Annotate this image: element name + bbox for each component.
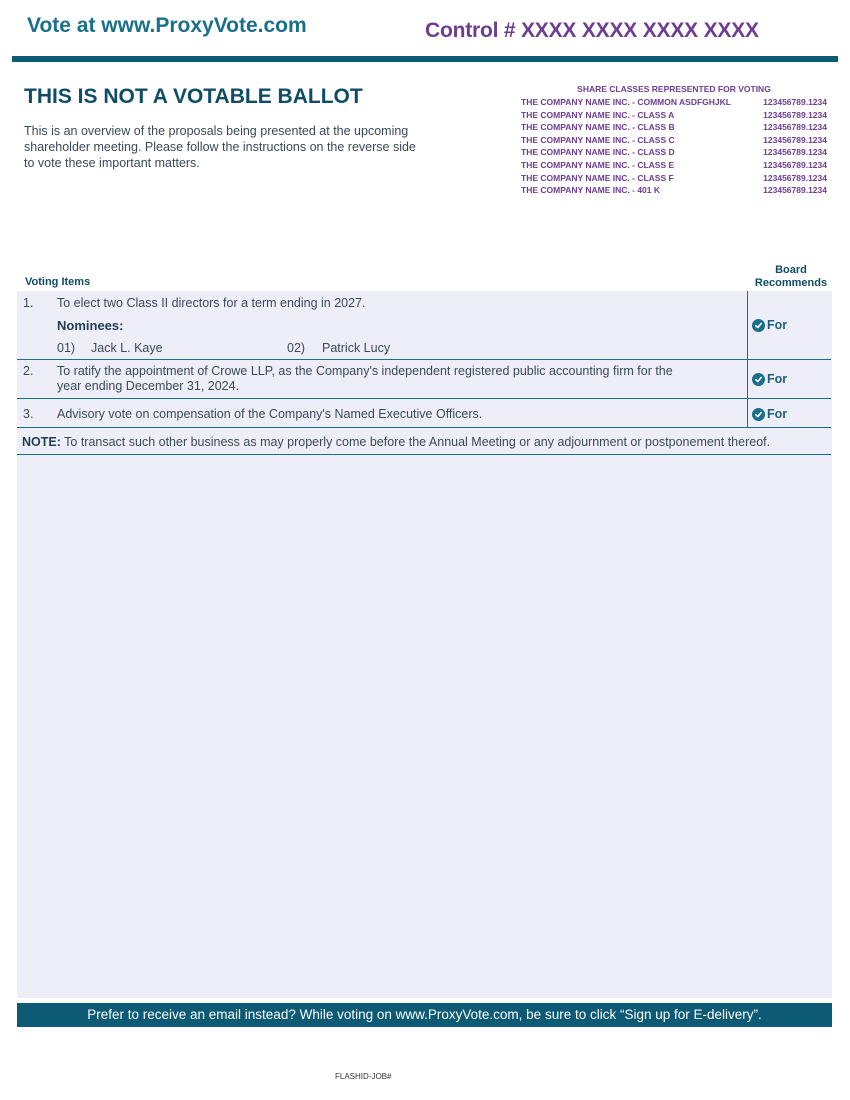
check-circle-icon [752, 373, 765, 386]
share-class-row [521, 121, 827, 134]
share-class-value: 123456789.1234 [763, 172, 827, 183]
share-class-row [521, 109, 827, 122]
share-class-value: 123456789.1234 [763, 97, 827, 107]
item-number: 2. [23, 364, 34, 378]
share-class-value: 123456789.1234 [763, 134, 827, 145]
voting-items-header: Voting Items [25, 276, 91, 288]
share-class-name: THE COMPANY NAME INC. - CLASS F [521, 172, 674, 183]
column-divider [747, 360, 748, 399]
page-title: THIS IS NOT A VOTABLE BALLOT [24, 85, 363, 108]
share-class-name: THE COMPANY NAME INC. - CLASS B [521, 122, 675, 133]
share-class-value: 123456789.1234 [763, 122, 827, 133]
share-class-name: THE COMPANY NAME INC. - 401 K [521, 185, 661, 196]
nominee-name: Patrick Lucy [322, 341, 391, 355]
job-id: FLASHID-JOB# [335, 1072, 392, 1081]
share-class-name: THE COMPANY NAME INC. - CLASS A [521, 109, 675, 120]
e-delivery-banner: Prefer to receive an email instead? While voting on www.ProxyVote.com, be sure to click “Sign up for E-delivery”. [17, 1003, 832, 1027]
vote-url-link[interactable]: Vote at www.ProxyVote.com [27, 14, 307, 37]
share-class-name: THE COMPANY NAME INC. - COMMON ASDFGHJKL [521, 97, 731, 107]
item-text: Advisory vote on compensation of the Company's Named Executive Officers. [57, 407, 483, 421]
item-text: To elect two Class II directors for a term ending in 2027. [57, 296, 366, 310]
share-classes-box [521, 84, 827, 197]
note-label: NOTE: [22, 435, 61, 449]
item-text-line1: To ratify the appointment of Crowe LLP, as the Company's independent registered public accounting firm for the [57, 364, 673, 378]
recommendation-label: For [767, 318, 788, 332]
column-divider [747, 291, 748, 360]
share-class-row [521, 159, 827, 172]
nominees-label: Nominees: [57, 318, 124, 333]
overview-text: This is an overview of the proposals being presented at the upcoming shareholder meeting. Please follow the instructions on the reverse side to vote these important matters. [24, 124, 416, 170]
share-class-row [521, 146, 827, 159]
recommendation [752, 407, 787, 421]
share-class-name: THE COMPANY NAME INC. - CLASS D [521, 147, 675, 158]
share-class-value: 123456789.1234 [763, 185, 827, 196]
board-recommends-header [748, 264, 834, 290]
check-circle-icon [752, 408, 765, 421]
share-class-row [521, 96, 827, 109]
note-body: To transact such other business as may properly come before the Annual Meeting or any adjournment or postponement thereof. [60, 435, 771, 449]
item-number: 1. [23, 296, 34, 310]
board-header-line1: Board [775, 264, 807, 276]
share-class-row [521, 184, 827, 197]
board-header-line2: Recommends [754, 277, 828, 289]
control-number: Control # XXXX XXXX XXXX XXXX [425, 19, 759, 42]
item-text-line2: year ending December 31, 2024. [57, 379, 240, 393]
note-text [22, 435, 770, 449]
share-class-row [521, 172, 827, 185]
share-classes-title: SHARE CLASSES REPRESENTED FOR VOTING [577, 84, 771, 94]
share-class-value: 123456789.1234 [763, 159, 827, 170]
recommendation-label: For [767, 407, 788, 421]
nominee-name: Jack L. Kaye [91, 341, 163, 355]
share-class-value: 123456789.1234 [763, 109, 827, 120]
check-circle-icon [752, 319, 765, 332]
share-class-value: 123456789.1234 [763, 147, 827, 158]
share-class-name: THE COMPANY NAME INC. - CLASS C [521, 134, 675, 145]
item-number: 3. [23, 407, 34, 421]
recommendation [752, 318, 787, 332]
recommendation-label: For [767, 372, 788, 386]
header-divider [12, 56, 838, 62]
recommendation [752, 372, 787, 386]
nominee-number: 01) [57, 341, 76, 355]
share-class-row [521, 134, 827, 147]
share-class-name: THE COMPANY NAME INC. - CLASS E [521, 159, 675, 170]
nominee-number: 02) [287, 341, 306, 355]
column-divider [747, 399, 748, 428]
